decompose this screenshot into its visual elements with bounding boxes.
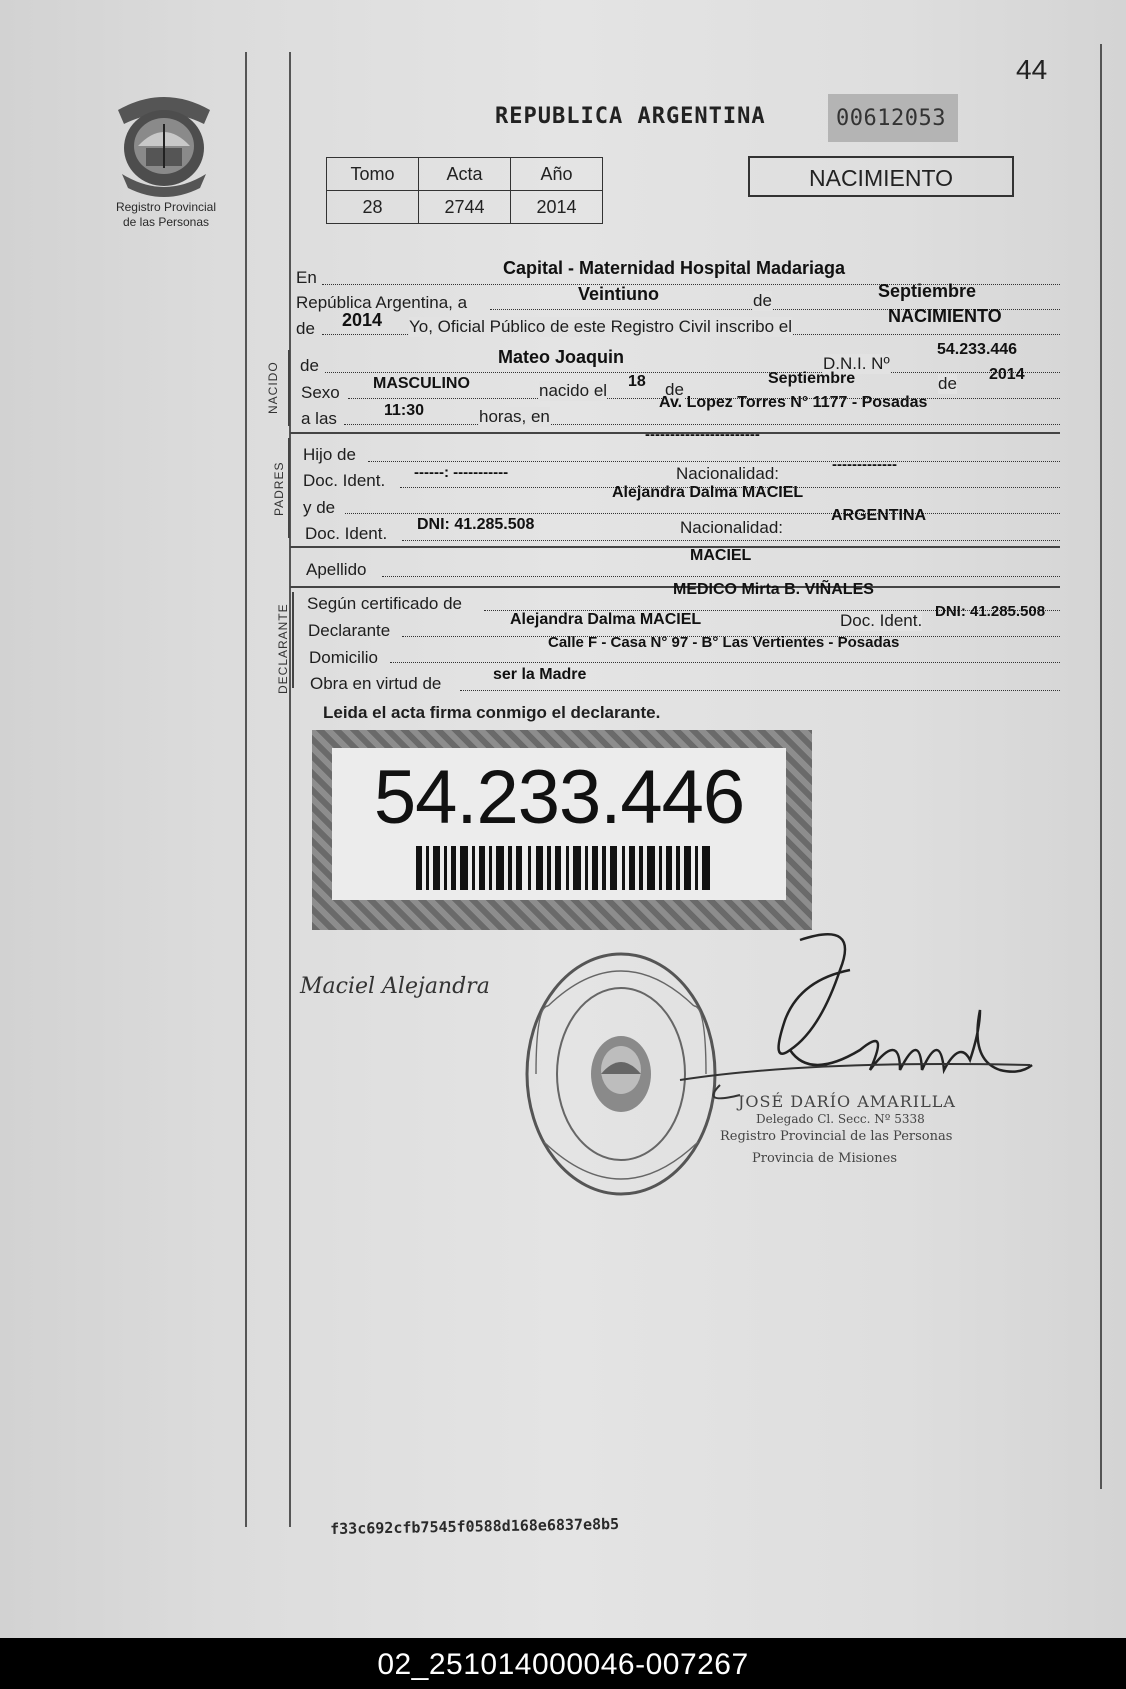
surname-value: MACIEL xyxy=(690,547,752,564)
label-de-1: de xyxy=(753,291,772,310)
reading-note: Leida el acta firma conmigo el declarante. xyxy=(323,703,661,722)
line-hijo-de xyxy=(368,461,1060,462)
label-de-mes: de xyxy=(665,380,684,399)
label-apellido: Apellido xyxy=(306,560,367,579)
provincial-crest-icon xyxy=(112,88,216,200)
record-type-box: NACIMIENTO xyxy=(748,156,1014,197)
nacido-bar xyxy=(288,350,290,426)
label-de-anio: de xyxy=(938,374,957,393)
barcode-sticker xyxy=(312,730,812,930)
certificate-value: MEDICO Mirta B. VIÑALES xyxy=(673,581,874,598)
country-title: REPUBLICA ARGENTINA xyxy=(495,104,766,129)
birth-place-value: Av. Lopez Torres N° 1177 - Posadas xyxy=(659,394,928,411)
left-margin-rule xyxy=(245,52,247,1527)
capacity-value: ser la Madre xyxy=(493,666,587,683)
declarant-name-value: Alejandra Dalma MACIEL xyxy=(510,611,702,628)
label-dni: D.N.I. Nº xyxy=(823,354,890,373)
label-nacionalidad-1: Nacionalidad: xyxy=(676,464,780,483)
line-apellido xyxy=(382,576,1060,577)
label-sexo: Sexo xyxy=(301,383,340,402)
document-hash: f33c692cfb7545f0588d168e6837e8b5 xyxy=(330,1514,620,1538)
mother-nationality-value: ARGENTINA xyxy=(831,507,927,524)
label-certificado: Según certificado de xyxy=(307,594,462,613)
header-anio: Año xyxy=(511,158,603,191)
value-anio: 2014 xyxy=(511,191,603,224)
label-horas: horas, en xyxy=(479,407,550,426)
label-de-2: de xyxy=(296,319,315,338)
scan-footer xyxy=(0,1638,1126,1689)
child-dni-value: 54.233.446 xyxy=(937,341,1018,358)
handwritten-name: Maciel Alejandra xyxy=(300,974,490,999)
left-inner-rule xyxy=(289,52,291,1527)
registry-caption-line-1: Registro Provincial xyxy=(115,200,217,214)
barcode-icon xyxy=(416,846,716,890)
divider-padres xyxy=(290,546,1060,548)
label-republica: República Argentina, a xyxy=(296,293,468,312)
registry-caption-line-2: de las Personas xyxy=(122,215,210,229)
sex-value: MASCULINO xyxy=(373,375,470,392)
birth-month-value: Septiembre xyxy=(768,370,856,387)
day-words-value: Veintiuno xyxy=(578,284,659,304)
register-table-value-row xyxy=(327,191,603,224)
label-nacido-el: nacido el xyxy=(539,381,608,400)
month-value: Septiembre xyxy=(878,281,977,301)
line-a-las xyxy=(344,424,1060,425)
label-obra: Obra en virtud de xyxy=(310,674,442,693)
father-name-value: ----------------------- xyxy=(645,426,760,443)
barcode-label xyxy=(332,748,786,900)
official-role: Delegado Cl. Secc. Nº 5338 xyxy=(756,1112,925,1126)
birth-year-value: 2014 xyxy=(989,366,1025,383)
label-doc-ident-2: Doc. Ident. xyxy=(305,524,388,543)
registry-caption xyxy=(96,200,236,230)
right-margin-rule xyxy=(1100,44,1102,1489)
declarante-bar xyxy=(292,592,294,688)
label-a-las: a las xyxy=(301,409,337,428)
label-nacido-de: de xyxy=(300,356,319,375)
line-obra xyxy=(460,690,1060,691)
barcode-number: 54.233.446 xyxy=(373,755,745,840)
line-domicilio xyxy=(390,662,1060,663)
line-doc-ident-2 xyxy=(402,540,1060,541)
section-nacido: NACIDO xyxy=(266,361,280,414)
place-value: Capital - Maternidad Hospital Madariaga xyxy=(503,258,846,278)
section-declarante: DECLARANTE xyxy=(276,603,290,694)
father-nationality-value: ------------- xyxy=(832,456,897,473)
official-province: Provincia de Misiones xyxy=(752,1151,897,1166)
scan-id: 02_251014000046-007267 xyxy=(377,1648,749,1681)
father-doc-value: ------: ----------- xyxy=(414,464,509,481)
register-table xyxy=(326,157,603,224)
child-name-value: Mateo Joaquin xyxy=(498,347,625,367)
label-inscribo: Yo, Oficial Público de este Registro Civil inscribo el xyxy=(409,317,792,336)
value-acta: 2744 xyxy=(419,191,511,224)
declarant-doc-value: DNI: 41.285.508 xyxy=(935,603,1046,620)
birth-time-value: 11:30 xyxy=(384,402,425,419)
header-acta: Acta xyxy=(419,158,511,191)
year-value: 2014 xyxy=(342,310,383,330)
section-padres: PADRES xyxy=(272,461,286,516)
address-value: Calle F - Casa N° 97 - B° Las Vertientes - Posadas xyxy=(548,634,900,651)
label-hijo-de: Hijo de xyxy=(303,445,356,464)
label-doc-ident-declarante: Doc. Ident. xyxy=(840,611,923,630)
line-y-de xyxy=(345,513,1060,514)
value-tomo: 28 xyxy=(327,191,419,224)
serial-number: 00612053 xyxy=(828,94,958,142)
mother-name-value: Alejandra Dalma MACIEL xyxy=(612,484,804,501)
padres-bar xyxy=(288,438,290,538)
mother-doc-value: DNI: 41.285.508 xyxy=(417,516,535,533)
label-y-de: y de xyxy=(303,498,336,517)
page-number: 44 xyxy=(1016,54,1048,85)
header-tomo: Tomo xyxy=(327,158,419,191)
label-declarante: Declarante xyxy=(308,621,391,640)
label-doc-ident-1: Doc. Ident. xyxy=(303,471,386,490)
label-en: En xyxy=(296,268,317,287)
line-nacido-name xyxy=(325,372,1060,373)
official-name: JOSÉ DARÍO AMARILLA xyxy=(738,1092,956,1111)
register-table-header-row xyxy=(327,158,603,191)
official-office: Registro Provincial de las Personas xyxy=(720,1129,953,1144)
birth-day-value: 18 xyxy=(628,373,646,390)
event-value: NACIMIENTO xyxy=(888,306,1002,326)
label-nacionalidad-2: Nacionalidad: xyxy=(680,518,784,537)
signature-icon xyxy=(660,930,1040,1110)
label-domicilio: Domicilio xyxy=(309,648,378,667)
